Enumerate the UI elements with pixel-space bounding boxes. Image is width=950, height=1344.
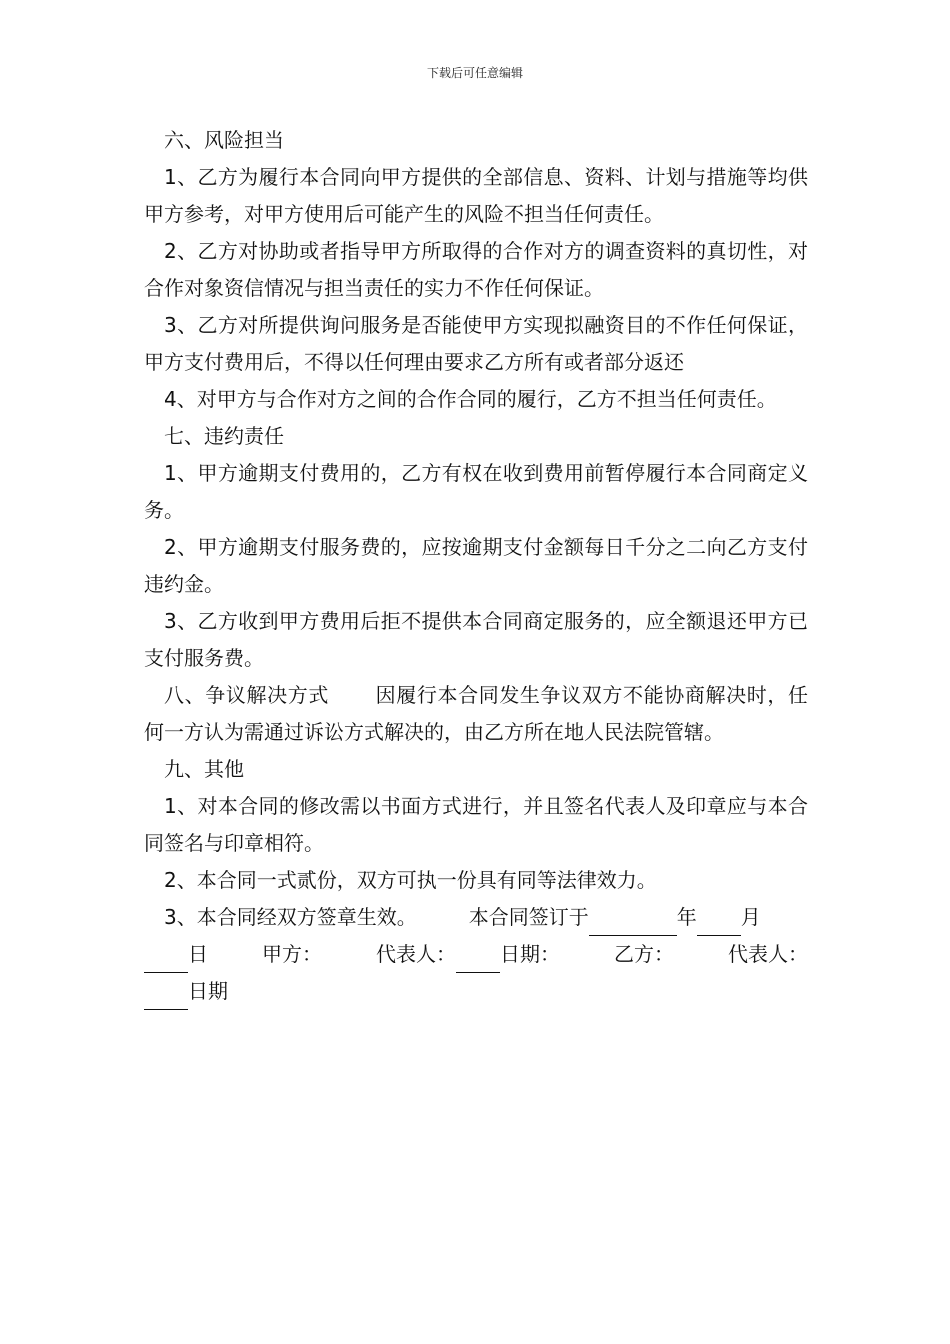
breach-item-3: 3、乙方收到甲方费用后拒不提供本合同商定服务的，应全额退还甲方已支付服务费。 — [144, 609, 808, 670]
representative-a-blank — [456, 948, 500, 973]
date-b-label: 日期 — [188, 979, 228, 1003]
representative-b-label: 代表人： — [728, 942, 808, 966]
risk-item-4: 4、对甲方与合作对方之间的合作合同的履行，乙方不担当任何责任。 — [164, 387, 777, 411]
risk-item-2: 2、乙方对协助或者指导甲方所取得的合作对方的调查资料的真切性，对合作对象资信情况与担当责任的实力不作任何保证。 — [144, 239, 808, 300]
breach-item-2: 2、甲方逾期支付服务费的，应按逾期支付金额每日千分之二向乙方支付违约金。 — [144, 535, 808, 596]
day-label: 日 — [188, 942, 208, 966]
party-b-label: 乙方： — [614, 942, 674, 966]
other-item-3-text: 3、本合同经双方签章生效。 — [164, 905, 417, 929]
day-group — [144, 936, 208, 973]
representative-a-label: 代表人： — [376, 942, 456, 966]
page-header: 下载后可任意编辑 — [426, 66, 523, 80]
section-title-dispute: 八、争议解决方式 — [164, 683, 329, 707]
date-b-blank — [144, 985, 188, 1010]
other-item-1: 1、对本合同的修改需以书面方式进行，并且签名代表人及印章应与本合同签名与印章相符。 — [144, 794, 808, 855]
representative-a-group — [376, 936, 560, 973]
signature-line — [144, 936, 808, 973]
contract-body — [144, 122, 808, 1010]
date-a-label: 日期： — [500, 942, 560, 966]
month-blank — [697, 911, 741, 936]
risk-item-3: 3、乙方对所提供询问服务是否能使甲方实现拟融资目的不作任何保证，甲方支付费用后，不得以任何理由要求乙方所有或者部分返还 — [144, 313, 808, 374]
section-title-other: 九、其他 — [164, 757, 244, 781]
year-blank — [589, 911, 677, 936]
risk-item-1: 1、乙方为履行本合同向甲方提供的全部信息、资料、计划与措施等均供甲方参考，对甲方使用后可能产生的风险不担当任何责任。 — [144, 165, 808, 226]
other-item-2: 2、本合同一式贰份，双方可执一份具有同等法律效力。 — [164, 868, 657, 892]
signed-on-label: 本合同签订于 — [468, 905, 589, 929]
month-label: 月 — [740, 905, 761, 929]
date-b-line — [144, 973, 808, 1010]
party-a-label: 甲方： — [262, 942, 322, 966]
year-label: 年 — [676, 905, 697, 929]
dispute-paragraph — [144, 677, 808, 751]
section-title-risk: 六、风险担当 — [164, 128, 284, 152]
section-title-breach: 七、违约责任 — [164, 424, 284, 448]
breach-item-1: 1、甲方逾期支付费用的，乙方有权在收到费用前暂停履行本合同商定义务。 — [144, 461, 808, 522]
other-item-3 — [144, 899, 808, 936]
dispute-text: 因履行本合同发生争议双方不能协商解决时，任何一方认为需通过诉讼方式解决的，由乙方所在地人民法院管辖。 — [144, 683, 809, 744]
day-blank — [144, 948, 188, 973]
